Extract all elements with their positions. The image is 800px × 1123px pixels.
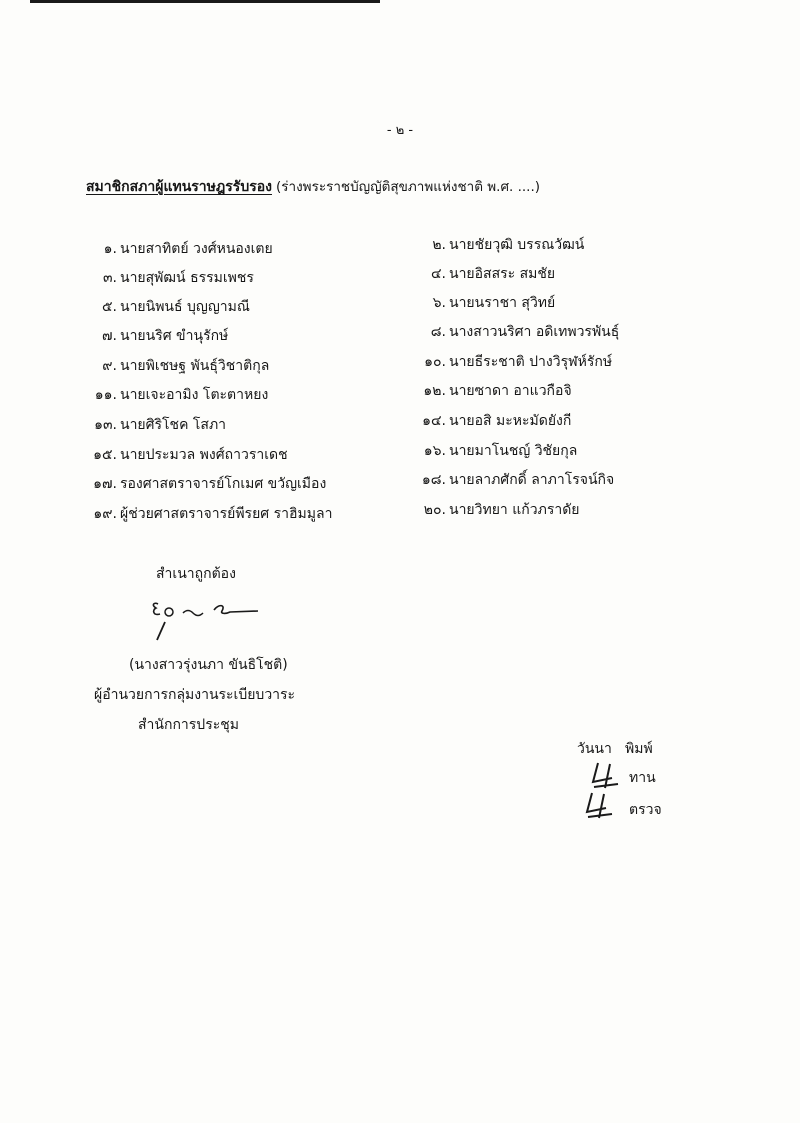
member-number: ๑๑. xyxy=(94,387,117,403)
member-name: นายสุพัฒน์ ธรรมเพชร xyxy=(120,270,254,286)
member-item xyxy=(89,473,326,495)
signature xyxy=(148,596,268,650)
signatory-name: (นางสาวรุ่งนภา ขันธิโชติ) xyxy=(129,657,288,673)
member-item xyxy=(412,351,612,373)
member-item xyxy=(89,267,254,289)
heading xyxy=(86,175,540,198)
member-number: ๑๓. xyxy=(94,417,117,433)
member-item xyxy=(89,444,288,466)
type-label: พิมพ์ xyxy=(625,741,653,757)
reviewed-label: ทาน xyxy=(629,770,656,786)
heading-sub: (ร่างพระราชบัญญัติสุขภาพแห่งชาติ พ.ศ. ....) xyxy=(275,179,541,195)
signatory-position: ผู้อำนวยการกลุ่มงานระเบียบวาระ xyxy=(94,687,296,703)
member-name: นายมาโนชญ์ วิชัยกุล xyxy=(449,443,578,459)
member-name: นายศิริโชค โสภา xyxy=(120,417,227,433)
member-item xyxy=(89,355,269,377)
member-name: นายธีระชาติ ปางวิรุฬห์รักษ์ xyxy=(449,354,613,370)
member-number: ๑๖. xyxy=(423,443,446,459)
member-item xyxy=(89,325,228,347)
member-item xyxy=(412,292,555,314)
member-number: ๑๐. xyxy=(424,354,446,370)
member-name: นายอิสสระ สมชัย xyxy=(449,266,556,282)
member-number: ๑๒. xyxy=(423,383,446,399)
member-name: นายประมวล พงศ์ถาวราเดช xyxy=(120,447,288,463)
member-item xyxy=(412,321,619,343)
member-name: นายเจะอามิง โตะตาหยง xyxy=(120,387,269,403)
member-name: นายสาทิตย์ วงศ์หนองเตย xyxy=(120,241,273,257)
checked-label: ตรวจ xyxy=(629,802,662,818)
copy-certified-label: สำเนาถูกต้อง xyxy=(156,566,236,582)
member-number: ๑๕. xyxy=(93,447,117,463)
member-name: นายนริศ ขำนุรักษ์ xyxy=(120,328,229,344)
signatory-office: สำนักการประชุม xyxy=(138,717,239,733)
member-item xyxy=(412,499,580,521)
member-name: นายวิทยา แก้วภราดัย xyxy=(449,502,580,518)
member-number: ๔. xyxy=(430,266,446,282)
reviewer-initials xyxy=(588,760,622,792)
member-item xyxy=(89,296,250,318)
member-item xyxy=(412,410,571,432)
member-number: ๓. xyxy=(102,270,117,286)
member-name: นายนราชา สุวิทย์ xyxy=(449,295,556,311)
member-number: ๒๐. xyxy=(423,502,446,518)
member-name: นายพิเชษฐ พันธุ์วิชาติกุล xyxy=(120,358,270,374)
member-number: ๑๔. xyxy=(422,413,446,429)
member-name: นายนิพนธ์ บุญญามณี xyxy=(120,299,250,315)
member-number: ๑. xyxy=(103,241,117,257)
member-item xyxy=(412,440,577,462)
member-name: ผู้ช่วยศาสตราจารย์พีรยศ ราฮิมมูลา xyxy=(120,506,333,522)
member-item xyxy=(412,234,584,256)
member-item xyxy=(89,503,332,525)
member-name: นายลาภศักดิ์ ลาภาโรจน์กิจ xyxy=(449,472,615,488)
member-name: รองศาสตราจารย์โกเมศ ขวัญเมือง xyxy=(120,476,327,492)
member-item xyxy=(412,380,572,402)
member-item xyxy=(412,469,614,491)
typist-name: วันนา xyxy=(577,741,612,757)
member-item xyxy=(412,263,555,285)
member-number: ๒. xyxy=(432,237,446,253)
member-number: ๑๗. xyxy=(93,476,117,492)
member-number: ๑๙. xyxy=(93,506,117,522)
member-number: ๙. xyxy=(102,358,117,374)
member-number: ๕. xyxy=(101,299,117,315)
member-number: ๗. xyxy=(102,328,117,344)
member-item xyxy=(89,414,226,436)
page-number: - ๒ - xyxy=(386,123,414,138)
member-number: ๑๘. xyxy=(421,472,446,488)
member-name: นายซาดา อาแวกือจิ xyxy=(449,383,572,399)
checker-initials xyxy=(582,790,616,822)
member-name: นายอสิ มะหะมัดยังกี xyxy=(449,413,572,429)
heading-main: สมาชิกสภาผู้แทนราษฎรรับรอง xyxy=(86,179,272,195)
member-name: นายชัยวุฒิ บรรณวัฒน์ xyxy=(449,237,585,253)
member-number: ๖. xyxy=(432,295,446,311)
handwritten-signature xyxy=(148,596,268,646)
member-item xyxy=(89,238,273,260)
member-item xyxy=(89,384,268,406)
top-rule xyxy=(30,0,380,3)
member-number: ๘. xyxy=(430,324,446,340)
member-name: นางสาวนริศา อดิเทพวรพันธุ์ xyxy=(449,324,620,340)
